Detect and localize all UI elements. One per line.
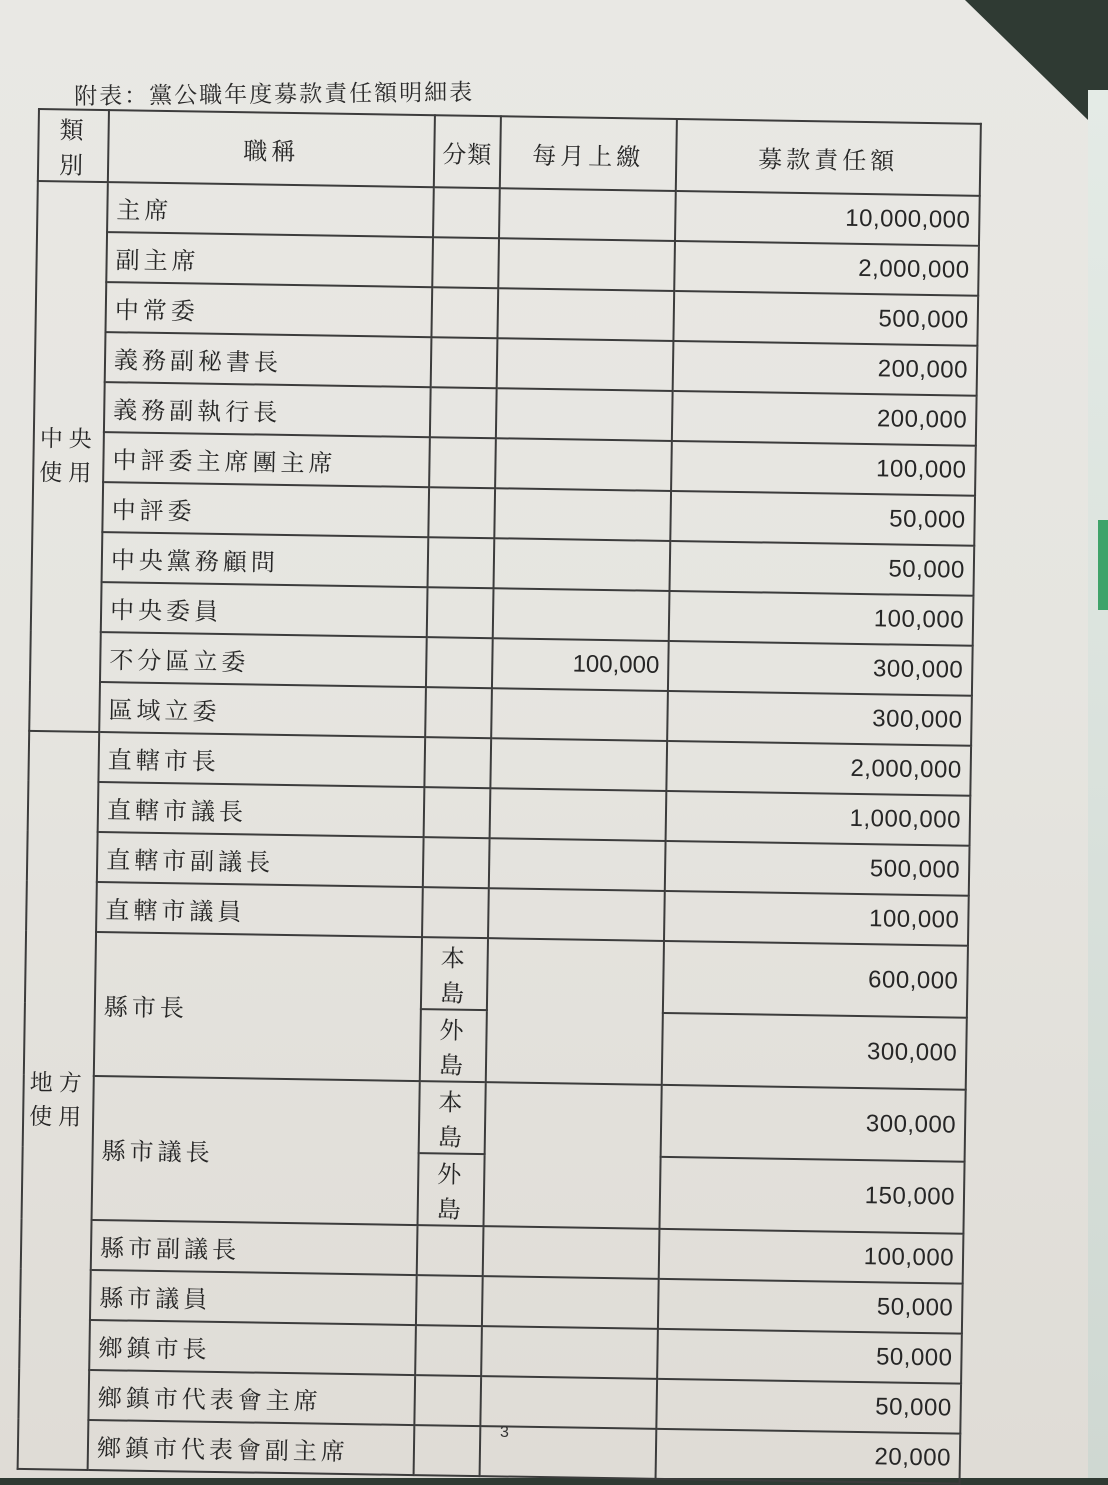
row-title: 直轄市議長 [98,782,425,837]
background-green-tab [1098,520,1108,610]
row-amount: 500,000 [665,841,970,896]
row-amount: 50,000 [670,491,975,546]
row-monthly [480,1376,657,1429]
row-monthly [486,938,664,1085]
row-amount: 10,000,000 [675,191,980,246]
row-title: 鄉鎮市長 [89,1320,416,1375]
row-monthly [488,888,665,941]
row-monthly [482,1276,659,1329]
row-monthly [483,1226,660,1279]
row-title: 直轄市副議長 [97,832,424,887]
row-monthly [499,188,676,241]
row-monthly [493,588,670,641]
row-title: 副主席 [106,232,433,287]
row-monthly [490,738,667,791]
row-amount: 200,000 [672,391,977,446]
row-amount: 50,000 [656,1379,961,1434]
row-amount: 50,000 [657,1329,962,1384]
row-type [424,787,491,838]
row-type [414,1425,481,1476]
group-central-label: 中央 使用 [29,181,108,732]
row-type [433,187,500,238]
row-type [429,437,496,488]
row-title: 縣市長 [94,932,422,1081]
row-type [426,637,493,688]
row-type [431,287,498,338]
page-number: 3 [500,1424,509,1441]
row-title: 中常委 [105,282,432,337]
row-monthly [497,338,674,391]
row-title: 區域立委 [99,682,426,737]
row-title: 縣市副議長 [91,1220,418,1275]
header-amount: 募款責任額 [676,119,981,196]
row-amount: 600,000 [663,941,968,1018]
row-title: 中評委 [102,482,429,537]
row-type [415,1325,482,1376]
row-amount: 100,000 [659,1229,964,1284]
row-title: 中央黨務顧問 [102,532,429,587]
row-type: 外島 [418,1153,485,1226]
row-amount: 20,000 [656,1429,961,1484]
row-amount: 150,000 [659,1157,964,1234]
row-monthly [491,688,668,741]
header-monthly: 每月上繳 [500,116,677,191]
row-monthly [481,1326,658,1379]
row-amount: 2,000,000 [674,241,979,296]
row-amount: 300,000 [661,1085,966,1162]
header-title: 職稱 [108,110,435,187]
table-row [23,1075,966,1162]
row-title: 義務副秘書長 [105,332,432,387]
row-monthly [483,1082,661,1229]
background-paper-edge [1088,90,1108,1478]
row-type [423,837,490,888]
row-monthly [498,238,675,291]
row-type [424,737,491,788]
row-title: 不分區立委 [100,632,427,687]
row-amount: 500,000 [673,291,978,346]
row-title: 主席 [107,182,434,237]
row-type [414,1375,481,1426]
row-title: 中評委主席團主席 [103,432,430,487]
row-title: 鄉鎮市代表會副主席 [88,1420,415,1475]
row-amount: 2,000,000 [666,741,971,796]
row-title: 直轄市議員 [96,882,423,937]
row-amount: 300,000 [667,691,972,746]
table-caption: 附表：黨公職年度募款責任額明細表 [74,79,475,110]
row-monthly [494,538,671,591]
row-monthly [490,788,667,841]
fundraising-quota-table [17,108,982,1485]
row-type [428,537,495,588]
row-type [422,887,489,938]
row-amount: 1,000,000 [666,791,971,846]
group-local-label: 地方 使用 [18,731,100,1470]
row-type [431,337,498,388]
row-type [416,1275,483,1326]
row-type [417,1225,484,1276]
row-monthly [496,388,673,441]
row-type: 本島 [421,937,488,1010]
row-amount: 100,000 [669,591,974,646]
row-type [432,237,499,288]
row-type: 本島 [419,1081,486,1154]
row-monthly [497,288,674,341]
row-title: 中央委員 [101,582,428,637]
row-amount: 200,000 [673,341,978,396]
row-type [430,387,497,438]
row-amount: 300,000 [662,1013,967,1090]
row-monthly [494,488,671,541]
row-type: 外島 [420,1009,487,1082]
row-amount: 100,000 [664,891,969,946]
row-monthly [495,438,672,491]
row-title: 直轄市長 [98,732,425,787]
row-amount: 50,000 [658,1279,963,1334]
row-amount: 50,000 [669,541,974,596]
row-type [428,487,495,538]
header-category: 類別 [38,109,109,182]
header-type: 分類 [434,115,501,188]
row-title: 縣市議員 [90,1270,417,1325]
table-row [25,931,968,1018]
row-title: 縣市議長 [92,1076,420,1225]
row-amount: 100,000 [671,441,976,496]
row-type [425,687,492,738]
row-monthly [489,838,666,891]
row-title: 義務副執行長 [104,382,431,437]
row-monthly: 100,000 [492,638,669,691]
row-title: 鄉鎮市代表會主席 [88,1370,415,1425]
row-amount: 300,000 [668,641,973,696]
row-type [427,587,494,638]
